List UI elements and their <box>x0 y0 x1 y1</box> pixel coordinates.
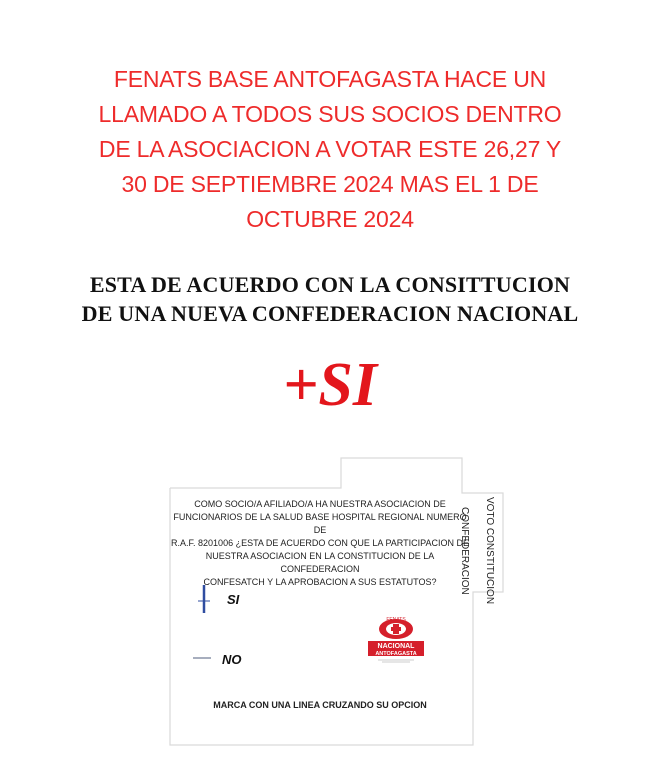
option-yes-label: SI <box>227 592 240 607</box>
ballot-question-text: COMO SOCIO/A AFILIADO/A HA NUESTRA ASOCIACION DE FUNCIONARIOS DE LA SALUD BASE HOSPITAL REGIONAL NUMERO DE R.A.F. 8201006 ¿ESTA DE ACUERDO CON QUE LA PARTICIPACION DE NUESTRA ASOCIACION EN LA CONSTITUCION DE LA CONFEDERACION CONFESATCH Y LA APROBACION A SUS ESTATUTOS? <box>171 499 469 587</box>
fenats-logo <box>366 615 426 665</box>
ballot-instruction: MARCA CON UNA LINEA CRUZANDO SU OPCION <box>213 700 427 710</box>
side-label-voto: VOTO CONSTITUCION <box>484 497 495 605</box>
logo-nacional-text: NACIONAL <box>377 643 415 650</box>
no-mark-line <box>193 655 213 661</box>
referendum-question: ESTA DE ACUERDO CON LA CONSITTUCION DE UNA NUEVA CONFEDERACION NACIONAL <box>81 272 579 326</box>
logo-fenats-text: FENATS <box>386 617 406 623</box>
logo-antofagasta-text: ANTOFAGASTA <box>375 651 417 657</box>
side-label-confederacion: CONFEDERACION <box>459 507 470 595</box>
option-no-label: NO <box>222 652 242 667</box>
headline: FENATS BASE ANTOFAGASTA HACE UN LLAMADO A TODOS SUS SOCIOS DENTRO DE LA ASOCIACION A VOTAR ESTE 26,27 Y 30 DE SEPTIEMBRE 2024 MAS EL 1 DE OCTUBRE 2024 <box>98 66 562 232</box>
vote-yes-emphasis: +SI <box>283 351 377 419</box>
yes-mark-line <box>196 583 212 615</box>
